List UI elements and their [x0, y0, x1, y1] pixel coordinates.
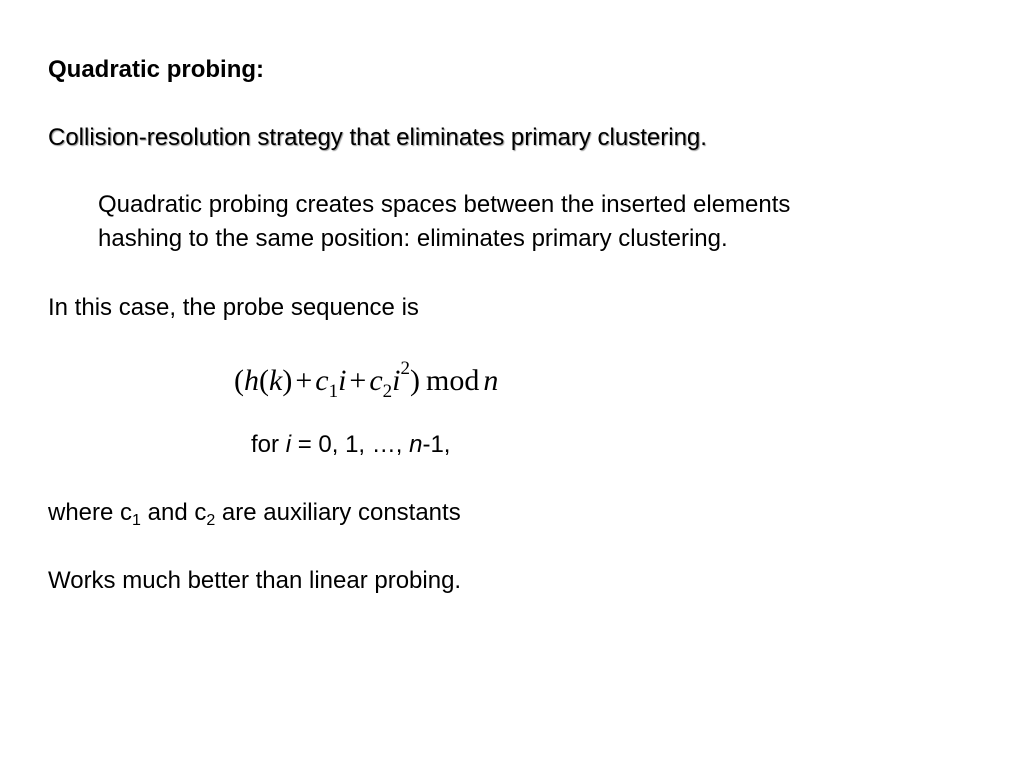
where-text-2: and c: [140, 499, 207, 526]
formula-i-1: i: [338, 364, 347, 397]
range-i: i: [285, 431, 292, 458]
where-sub-1: 1: [132, 512, 141, 529]
range-prefix: for: [251, 431, 286, 458]
formula-c2-subscript: 2: [382, 381, 393, 402]
probe-index-range: [251, 428, 450, 462]
where-sub-2: 2: [206, 512, 216, 529]
probe-sequence-formula: [234, 352, 498, 410]
explanation-line-2: hashing to the same position: eliminates primary clustering.: [98, 225, 728, 252]
formula-c1-subscript: 1: [328, 381, 339, 402]
range-suffix: -1,: [422, 431, 451, 458]
formula-plus-1: +: [295, 364, 313, 397]
formula-plus-2: +: [349, 364, 367, 397]
slide-subtitle: Collision-resolution strategy that eliminates primary clustering.: [48, 124, 707, 151]
explanation-paragraph: [98, 188, 938, 256]
where-text-1: where c: [48, 499, 133, 526]
formula-mod: mod: [426, 364, 480, 397]
range-middle: = 0, 1, …,: [291, 431, 410, 458]
formula-k-open-paren: (: [259, 364, 269, 397]
slide-title: Quadratic probing:: [48, 56, 264, 83]
formula-k: k: [269, 364, 283, 397]
conclusion-text: Works much better than linear probing.: [48, 567, 462, 594]
formula-k-close-paren: ): [282, 364, 293, 397]
explanation-line-1: Quadratic probing creates spaces between the inserted elements: [98, 191, 791, 218]
formula-c1: c: [315, 364, 329, 397]
formula-close-paren: ): [410, 364, 421, 397]
where-text-3: are auxiliary constants: [215, 499, 461, 526]
formula-open-paren: (: [234, 364, 244, 397]
probe-sequence-intro: In this case, the probe sequence is: [48, 294, 419, 321]
formula-n: n: [483, 364, 499, 397]
formula-c2: c: [369, 364, 383, 397]
constants-description: [48, 496, 461, 530]
range-n: n: [409, 431, 423, 458]
formula-i-2: i: [392, 364, 401, 397]
formula-i-squared-exponent: 2: [400, 358, 411, 379]
formula-h: h: [244, 364, 259, 397]
